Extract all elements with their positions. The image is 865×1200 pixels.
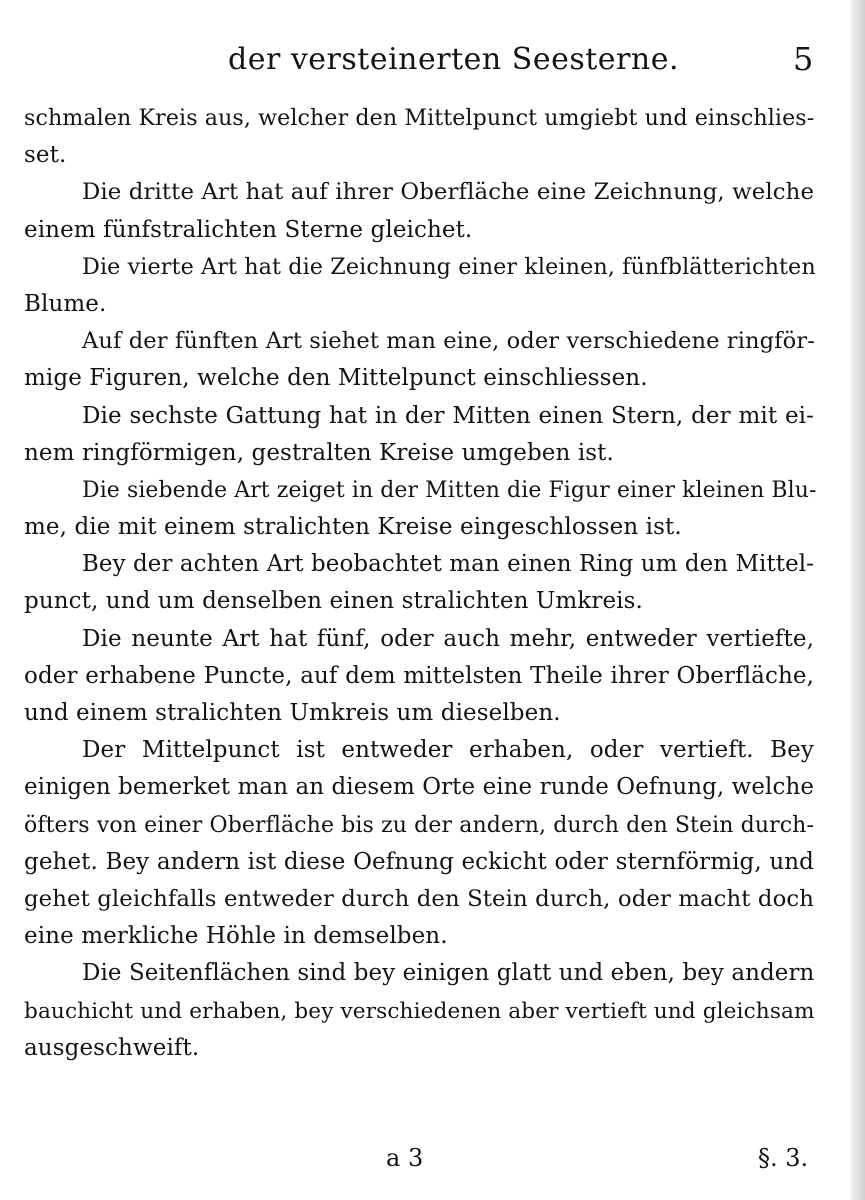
text-line: bauchicht und erhaben, bey verschiedenen aber vertieft und gleichsam bbox=[24, 998, 815, 1024]
text-line: einem fünfstralichten Sterne gleichet. bbox=[24, 216, 473, 243]
paragraph-start-line: Die siebende Art zeiget in der Mitten die Figur einer kleinen Blu- bbox=[82, 477, 817, 503]
signature-mark: a 3 bbox=[386, 1144, 424, 1172]
text-line: ausgeschweift. bbox=[24, 1034, 200, 1061]
text-line: gehet gleichfalls entweder durch den Stein durch, oder macht doch bbox=[24, 885, 814, 912]
text-line: nem ringförmigen, gestralten Kreise umgeben ist. bbox=[24, 439, 614, 466]
text-line: gehet. Bey andern ist diese Oefnung eckicht oder sternförmig, und bbox=[24, 848, 814, 875]
text-line: eine merkliche Höhle in demselben. bbox=[24, 923, 448, 950]
page-edge-shadow bbox=[851, 0, 865, 1200]
paragraph-start-line: Die neunte Art hat fünf, oder auch mehr, entweder vertiefte, bbox=[82, 625, 814, 652]
text-line: set. bbox=[24, 142, 67, 169]
paragraph-start-line: Die Seitenflächen sind bey einigen glatt und eben, bey andern bbox=[82, 960, 815, 987]
page-footer bbox=[0, 1140, 865, 1180]
text-line: me, die mit einem stralichten Kreise eingeschlossen ist. bbox=[24, 514, 682, 541]
text-line: mige Figuren, welche den Mittelpunct einschliessen. bbox=[24, 365, 648, 392]
body-text bbox=[24, 100, 817, 1067]
text-line: öfters von einer Oberfläche bis zu der andern, durch den Stein durch- bbox=[24, 812, 814, 838]
paragraph-start-line: Die sechste Gattung hat in der Mitten einen Stern, der mit ei- bbox=[82, 402, 814, 429]
text-line: und einem stralichten Umkreis um dieselben. bbox=[24, 700, 561, 726]
text-line: einigen bemerket man an diesem Orte eine runde Oefnung, welche bbox=[24, 774, 814, 801]
text-line: schmalen Kreis aus, welcher den Mittelpunct umgiebt und einschlies- bbox=[24, 105, 815, 131]
catchword: §. 3. bbox=[758, 1144, 809, 1172]
running-head bbox=[0, 32, 865, 92]
text-line: oder erhabene Puncte, auf dem mittelsten Theile ihrer Oberfläche, bbox=[24, 662, 814, 689]
text-line: punct, und um denselben einen stralichten Umkreis. bbox=[24, 588, 643, 615]
paragraph-start-line: Der Mittelpunct ist entweder erhaben, oder vertieft. Bey bbox=[82, 737, 814, 764]
paragraph-start-line: Die vierte Art hat die Zeichnung einer kleinen, fünfblätterichten bbox=[82, 253, 816, 280]
paragraph-start-line: Auf der fünften Art siehet man eine, oder verschiedene ringför- bbox=[82, 328, 815, 355]
paragraph-start-line: Bey der achten Art beobachtet man einen Ring um den Mittel- bbox=[82, 551, 814, 578]
text-line: Blume. bbox=[24, 290, 107, 317]
running-title: der versteinerten Seesterne. bbox=[228, 42, 679, 77]
paragraph-start-line: Die dritte Art hat auf ihrer Oberfläche eine Zeichnung, welche bbox=[82, 179, 815, 206]
page-number: 5 bbox=[793, 40, 814, 78]
